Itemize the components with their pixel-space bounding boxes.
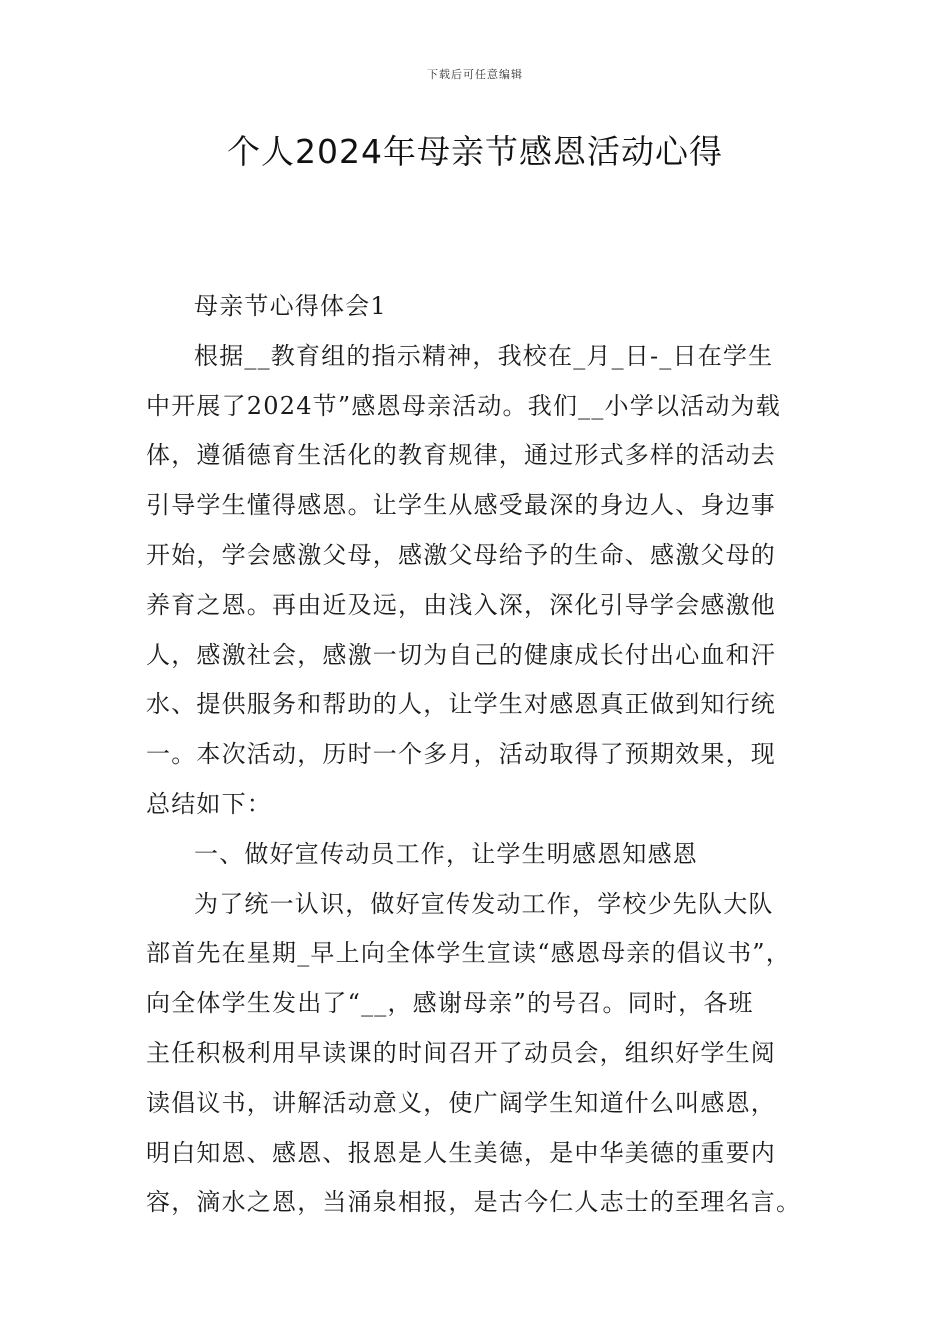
paragraph-line: 部首先在星期_早上向全体学生宣读“感恩母亲的倡议书”， bbox=[146, 939, 791, 968]
paragraph-line: 体，遵循德育生活化的教育规律，通过形式多样的活动去 bbox=[146, 441, 776, 470]
paragraph-line: 明白知恩、感恩、报恩是人生美德，是中华美德的重要内 bbox=[146, 1138, 776, 1167]
paragraph-line: 读倡议书，讲解活动意义，使广阔学生知道什么叫感恩， bbox=[146, 1088, 776, 1117]
paragraph-line: 引导学生懂得感恩。让学生从感受最深的身边人、身边事 bbox=[146, 491, 776, 520]
paragraph-line: 向全体学生发出了“__，感谢母亲”的号召。同时，各班 bbox=[146, 989, 754, 1018]
header-note: 下载后可任意编辑 bbox=[427, 68, 523, 81]
section-subtitle: 母亲节心得体会1 bbox=[194, 292, 387, 320]
paragraph-line: 容，滴水之恩，当涌泉相报，是古今仁人志士的至理名言。 bbox=[146, 1188, 802, 1217]
paragraph-line: 一。本次活动，历时一个多月，活动取得了预期效果，现 bbox=[146, 740, 776, 769]
paragraph-line: 养育之恩。再由近及远，由浅入深，深化引导学会感激他 bbox=[146, 590, 776, 619]
document-title: 个人2024年母亲节感恩活动心得 bbox=[227, 132, 723, 171]
paragraph-line: 人，感激社会，感激一切为自己的健康成长付出心血和汗 bbox=[146, 640, 776, 669]
section-heading: 一、做好宣传动员工作，让学生明感恩知感恩 bbox=[194, 839, 698, 868]
paragraph-line: 中开展了2024节”感恩母亲活动。我们__小学以活动为载 bbox=[146, 391, 781, 420]
document-body bbox=[146, 282, 808, 1228]
paragraph-line: 为了统一认识，做好宣传发动工作，学校少先队大队 bbox=[194, 889, 774, 918]
paragraph-line: 总结如下： bbox=[146, 789, 272, 818]
paragraph-line: 水、提供服务和帮助的人，让学生对感恩真正做到知行统 bbox=[146, 690, 776, 719]
paragraph-line: 开始，学会感激父母，感激父母给予的生命、感激父母的 bbox=[146, 540, 776, 569]
paragraph-line: 根据__教育组的指示精神，我校在_月_日-_日在学生 bbox=[194, 341, 774, 370]
paragraph-line: 主任积极利用早读课的时间召开了动员会，组织好学生阅 bbox=[146, 1038, 776, 1067]
